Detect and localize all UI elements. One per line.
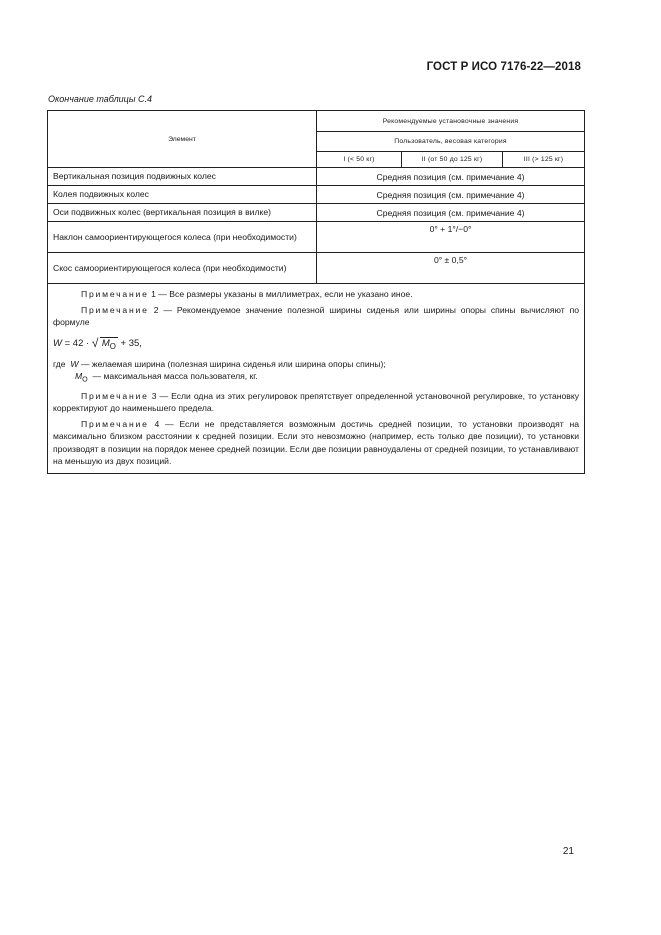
formula-lhs: W [53,337,62,349]
row-value: Средняя позиция (см. примечание 4) [317,204,585,222]
where-m-symbol: M [75,370,83,381]
table-row [48,204,585,222]
where-m-text: — максимальная масса пользователя, кг. [92,370,258,381]
settings-table [47,110,585,474]
where-label: где [53,358,66,369]
note-number: 1 — [151,289,167,299]
recommended-header: Рекомендуемые установочные значения [317,111,585,132]
note-number: 4 — [154,419,174,430]
notes-cell [48,284,585,474]
note-number: 2 — [153,305,172,316]
category-1-header: I (< 50 кг) [317,152,402,168]
note-text: Если одна из этих регулировок препятствует определенной установочной регулировке, то установку корректируют до наименьшего предела. [53,390,580,414]
note-label: Примечание [81,390,149,401]
header-row-1 [48,111,585,132]
row-element: Колея подвижных колес [48,186,317,204]
formula-coef: = 42 · [64,337,90,349]
where-m [53,370,579,385]
element-header: Элемент [48,111,317,168]
row-value: 0° + 1°/−0° [317,222,585,253]
row-value: Средняя позиция (см. примечание 4) [317,186,585,204]
note-number: 3 — [151,390,169,401]
formula-radicand: M [101,337,110,349]
where-w [53,358,579,370]
row-element: Скос самоориентирующегося колеса (при необходимости) [48,253,317,284]
note-text: Все размеры указаны в миллиметрах, если не указано иное. [169,289,413,299]
note-1 [53,288,579,300]
where-w-symbol: W [70,358,79,369]
table-row [48,253,585,284]
formula-tail: + 35, [120,337,142,349]
user-category-header: Пользователь, весовая категория [317,132,585,152]
note-4 [53,418,579,467]
note-label: Примечание [81,419,149,430]
width-formula [53,337,579,352]
where-w-text: — желаемая ширина (полезная ширина сиденья или ширина опоры спины); [80,358,386,369]
row-element: Вертикальная позиция подвижных колес [48,168,317,186]
table-row [48,168,585,186]
page-number: 21 [562,846,574,857]
category-2-header: II (от 50 до 125 кг) [402,152,503,168]
row-element: Наклон самоориентирующегося колеса (при необходимости) [48,222,317,253]
table-caption: Окончание таблицы С.4 [48,94,152,104]
row-element: Оси подвижных колес (вертикальная позиция в вилке) [48,204,317,222]
notes-row [48,284,585,474]
row-value: 0° ± 0,5° [317,253,585,284]
where-m-sub: O [82,375,88,384]
row-value: Средняя позиция (см. примечание 4) [317,168,585,186]
note-text: Если не представляется возможным достичь средней позиции, то установки производят на максимально близком расстоянии к средней позиции. Если это невозможно (например, есть только две позиции), то установки производят в позиции на порядок менее средней позиции. Если две позиции равноудалены от средней позиции, то устанавливают на меньшую из двух позиций. [53,419,579,466]
formula-radicand-sub: O [109,341,116,351]
table-row [48,186,585,204]
category-3-header: III (> 125 кг) [503,152,585,168]
note-label: Примечание [81,289,149,299]
sqrt-icon: √ $M_O$ [91,335,116,351]
note-3 [53,390,579,414]
note-2 [53,304,579,328]
document-code: ГОСТ Р ИСО 7176-22—2018 [426,61,581,73]
note-text: Рекомендуемое значение полезной ширины сиденья или ширины опоры спины вычисляют по формуле [53,305,580,328]
table-row [48,222,585,253]
note-label: Примечание [81,305,149,316]
